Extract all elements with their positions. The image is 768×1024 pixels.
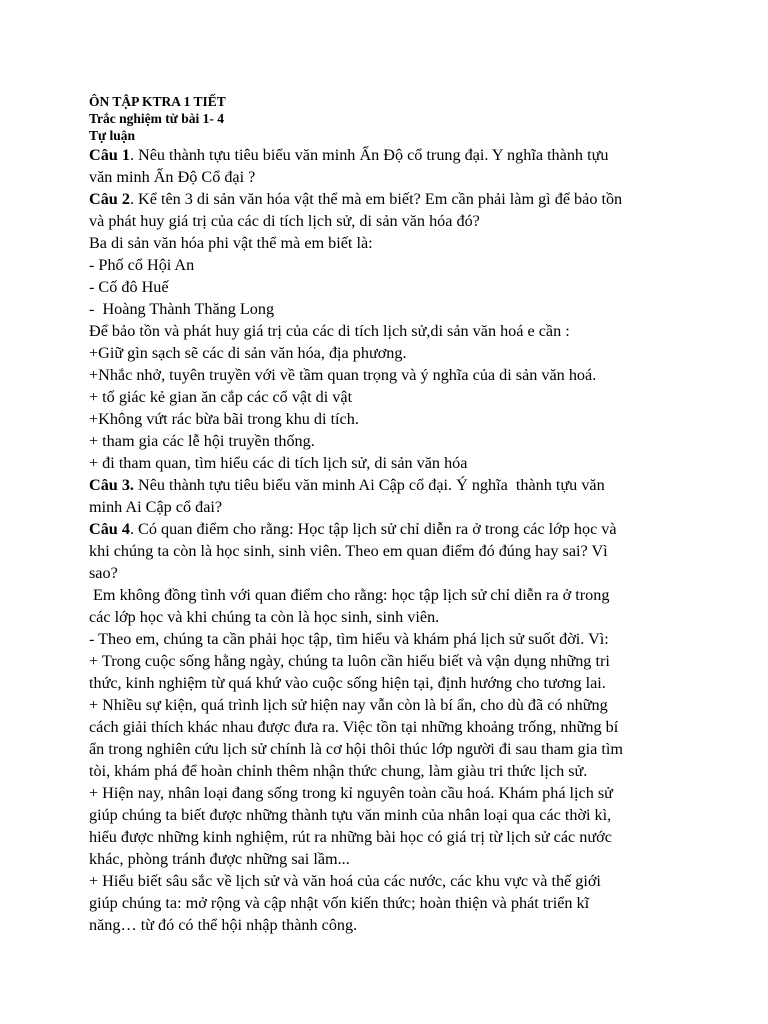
- text-line: [89, 320, 689, 342]
- text-line: [89, 254, 689, 276]
- line-text: minh Ai Cập cổ đai?: [89, 498, 223, 516]
- text-line: [89, 804, 689, 826]
- text-line: [89, 694, 689, 716]
- line-text: - Cố đô Huế: [89, 278, 169, 296]
- line-text: + Hiện nay, nhân loại đang sống trong kỉ nguyên toàn cầu hoá. Khám phá lịch sử: [89, 784, 613, 802]
- question-label: Câu 4: [89, 520, 130, 538]
- line-text: giúp chúng ta biết được những thành tựu văn minh của nhân loại qua các thời kì,: [89, 806, 612, 824]
- text-line: [89, 298, 689, 320]
- text-line: [89, 848, 689, 870]
- line-text: + Nhiều sự kiện, quá trình lịch sử hiện nay vẫn còn là bí ẩn, cho dù đã có những: [89, 696, 608, 714]
- line-text: khác, phòng tránh được những sai lầm...: [89, 850, 350, 868]
- text-line: [89, 452, 689, 474]
- question-label: Câu 2: [89, 190, 130, 208]
- line-text: văn minh Ấn Độ Cổ đại ?: [89, 168, 256, 186]
- line-text: khi chúng ta còn là học sinh, sinh viên. Theo em quan điểm đó đúng hay sai? Vì: [89, 542, 608, 560]
- text-line: [89, 518, 689, 540]
- line-text: cách giải thích khác nhau được đưa ra. Việc tồn tại những khoảng trống, những bí: [89, 718, 619, 736]
- text-line: [89, 870, 689, 892]
- text-line: [89, 496, 689, 518]
- text-line: [89, 474, 689, 496]
- line-text: - Theo em, chúng ta cần phải học tập, tìm hiểu và khám phá lịch sử suốt đời. Vì:: [89, 630, 609, 648]
- line-text: hiểu được những kinh nghiệm, rút ra những bài học có giá trị từ lịch sử các nước: [89, 828, 612, 846]
- text-line: [89, 386, 689, 408]
- document-title: ÔN TẬP KTRA 1 TIẾT: [89, 94, 226, 109]
- line-text: Em không đồng tình với quan điểm cho rằng: học tập lịch sử chỉ diễn ra ở trong: [89, 586, 610, 604]
- text-line: [89, 826, 689, 848]
- text-line: [89, 232, 689, 254]
- line-text: - Hoàng Thành Thăng Long: [89, 300, 275, 318]
- line-text: sao?: [89, 564, 118, 582]
- text-line: [89, 562, 689, 584]
- line-text: năng… từ đó có thể hội nhập thành công.: [89, 916, 358, 934]
- line-text: - Phố cổ Hội An: [89, 256, 195, 274]
- section-heading: Tự luận: [89, 128, 135, 143]
- text-line: [89, 716, 689, 738]
- line-text: Nêu thành tựu tiêu biểu văn minh Ai Cập cổ đại. Ý nghĩa thành tựu văn: [133, 476, 605, 494]
- line-text: các lớp học và khi chúng ta còn là học sinh, sinh viên.: [89, 608, 440, 626]
- line-text: giúp chúng ta: mở rộng và cập nhật vốn kiến thức; hoàn thiện và phát triển kĩ: [89, 894, 590, 912]
- text-line: [89, 914, 689, 936]
- line-text: +Nhắc nhở, tuyên truyền với về tầm quan trọng và ý nghĩa của di sản văn hoá.: [89, 366, 597, 384]
- text-line: [89, 738, 689, 760]
- question-label: Câu 3.: [89, 476, 134, 494]
- text-line: [89, 430, 689, 452]
- line-text: . Kể tên 3 di sản văn hóa vật thể mà em biết? Em cần phải làm gì để bảo tồn: [129, 190, 623, 208]
- text-line: [89, 782, 689, 804]
- text-line: [89, 408, 689, 430]
- text-line: [89, 628, 689, 650]
- line-text: + Trong cuộc sống hằng ngày, chúng ta luôn cần hiểu biết và vận dụng những tri: [89, 652, 610, 670]
- document-body: [89, 144, 689, 936]
- line-text: +Không vứt rác bừa bãi trong khu di tích.: [89, 410, 359, 428]
- text-line: [89, 606, 689, 628]
- text-line: [89, 760, 689, 782]
- text-line: [89, 584, 689, 606]
- text-line: [89, 342, 689, 364]
- text-line: [89, 166, 689, 188]
- text-line: [89, 672, 689, 694]
- line-text: Để bảo tồn và phát huy giá trị của các di tích lịch sử,di sản văn hoá e cần :: [89, 322, 570, 340]
- line-text: ẩn trong nghiên cứu lịch sử chính là cơ hội thôi thúc lớp người đi sau tham gia tìm: [89, 740, 623, 758]
- line-text: + Hiểu biết sâu sắc về lịch sử và văn hoá của các nước, các khu vực và thế giới: [89, 872, 601, 890]
- text-line: [89, 144, 689, 166]
- document-page: [89, 93, 689, 936]
- line-text: . Nêu thành tựu tiêu biểu văn minh Ấn Độ cổ trung đại. Y nghĩa thành tựu: [129, 146, 609, 164]
- text-line: [89, 210, 689, 232]
- line-text: tòi, khám phá để hoàn chỉnh thêm nhận thức chung, làm giàu tri thức lịch sử.: [89, 762, 588, 780]
- line-text: thức, kinh nghiệm từ quá khứ vào cuộc sống hiện tại, định hướng cho tương lai.: [89, 674, 606, 692]
- line-text: và phát huy giá trị của các di tích lịch sử, di sản văn hóa đó?: [89, 212, 480, 230]
- text-line: [89, 892, 689, 914]
- text-line: [89, 650, 689, 672]
- line-text: + tham gia các lễ hội truyền thống.: [89, 432, 315, 450]
- document-subtitle: Trắc nghiệm từ bài 1- 4: [89, 111, 224, 126]
- line-text: Ba di sản văn hóa phi vật thể mà em biết là:: [89, 234, 373, 252]
- question-label: Câu 1: [89, 146, 130, 164]
- text-line: [89, 188, 689, 210]
- line-text: . Có quan điểm cho rằng: Học tập lịch sử chỉ diễn ra ở trong các lớp học và: [129, 520, 617, 538]
- text-line: [89, 364, 689, 386]
- text-line: [89, 276, 689, 298]
- line-text: + đi tham quan, tìm hiểu các di tích lịch sử, di sản văn hóa: [89, 454, 468, 472]
- text-line: [89, 540, 689, 562]
- line-text: +Giữ gìn sạch sẽ các di sản văn hóa, địa phương.: [89, 344, 407, 362]
- line-text: + tố giác kẻ gian ăn cắp các cổ vật di vật: [89, 388, 353, 406]
